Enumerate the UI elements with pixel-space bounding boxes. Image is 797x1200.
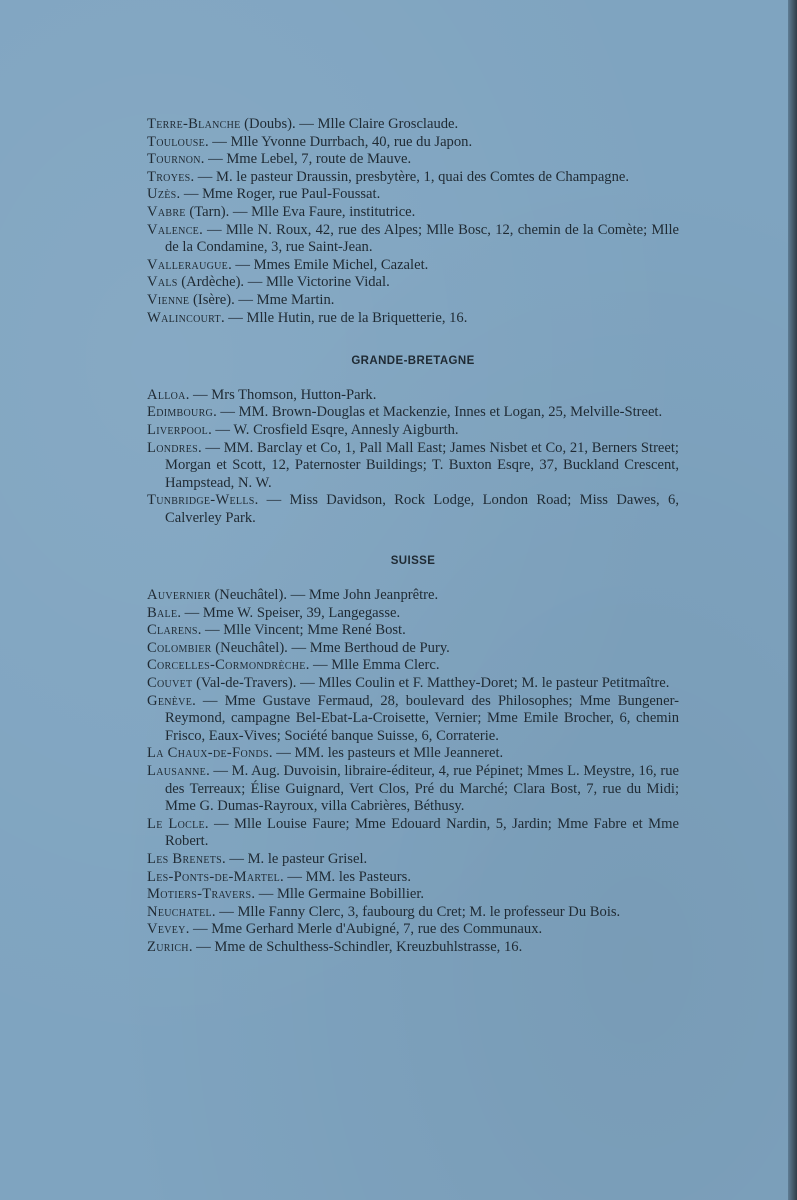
place-name: Colombier: [147, 639, 212, 656]
entry-text: . — Mme de Schulthess-Schindler, Kreuzbuhlstrasse, 16.: [188, 938, 523, 955]
address-entry: [147, 622, 679, 640]
place-name: Vabre: [147, 203, 186, 220]
place-name: Londres: [147, 439, 199, 456]
entry-text: . — Mrs Thomson, Hutton-Park.: [185, 386, 377, 403]
place-name: Neuchatel: [147, 903, 212, 920]
entry-text: . — M. le pasteur Grisel.: [222, 850, 368, 867]
entry-text: . — Mlle Emma Clerc.: [305, 657, 440, 674]
section-heading: GRANDE-BRETAGNE: [351, 355, 475, 368]
address-entry: [147, 387, 679, 405]
address-entry: [147, 675, 679, 693]
address-entry: [147, 640, 679, 658]
entry-text: . — Mlle Yvonne Durrbach, 40, rue du Japon.: [204, 133, 473, 150]
section: [147, 116, 679, 327]
place-name: Les-Ponts-de-Martel: [147, 868, 281, 885]
place-name: Toulouse: [147, 133, 205, 150]
section-heading: SUISSE: [390, 555, 436, 568]
address-entry: [147, 274, 679, 292]
place-name: Edimbourg: [147, 404, 214, 421]
address-entry: [147, 492, 679, 527]
entry-text: . — MM. Brown-Douglas et Mackenzie, Innes et Logan, 25, Melville-Street.: [213, 404, 663, 421]
address-entry: [147, 851, 679, 869]
place-name: Walincourt: [147, 309, 221, 326]
address-entry: [147, 605, 679, 623]
address-entry: [147, 440, 679, 493]
address-entry: [147, 116, 679, 134]
address-entry: [147, 186, 679, 204]
address-entry: [147, 693, 679, 746]
entry-text: . — Mlle N. Roux, 42, rue des Alpes; Mlle Bosc, 12, chemin de la Comète; Mlle de la Condamine, 3, rue Saint-Jean.: [165, 221, 679, 256]
address-entry: [147, 587, 679, 605]
entry-text: . — Miss Davidson, Rock Lodge, London Road; Miss Dawes, 6, Calverley Park.: [165, 492, 679, 526]
address-entry: [147, 869, 679, 887]
address-entry: [147, 939, 679, 957]
entry-text: (Neuchâtel). — Mme John Jeanprêtre.: [210, 587, 439, 604]
address-entry: [147, 745, 679, 763]
place-name: Couvet: [147, 675, 193, 692]
entry-text: (Val-de-Travers). — Mlles Coulin et F. Matthey-Doret; M. le pasteur Petitmaître.: [192, 675, 670, 692]
entry-text: . — M. Aug. Duvoisin, libraire-éditeur, 4, rue Pépinet; Mmes L. Meystre, 16, rue des Terreaux; Élise Guignard, Vert Clos, Pré du Marché; Clara Bost, 7, rue du Midi; Mme G. Dumas-Rayroux, villa Cabrières, Béthusy.: [165, 763, 679, 815]
entry-text: (Tarn). — Mlle Eva Faure, institutrice.: [185, 203, 416, 220]
place-name: Motiers-Travers: [147, 886, 252, 903]
entry-text: . — Mlle Vincent; Mme René Bost.: [197, 622, 406, 639]
place-name: Corcelles-Cormondrèche: [147, 657, 306, 674]
entry-text: . — MM. les pasteurs et Mlle Jeanneret.: [268, 745, 504, 762]
entry-text: . — Mme Gerhard Merle d'Aubigné, 7, rue des Communaux.: [185, 921, 543, 938]
address-entry: [147, 904, 679, 922]
place-name: La Chaux-de-Fonds: [147, 745, 269, 762]
address-entry: [147, 886, 679, 904]
entry-text: (Neuchâtel). — Mme Berthoud de Pury.: [211, 639, 450, 656]
entry-text: (Isère). — Mme Martin.: [189, 291, 335, 308]
address-entry: [147, 422, 679, 440]
address-entry: [147, 169, 679, 187]
entry-text: . — Mme Roger, rue Paul-Foussat.: [176, 186, 381, 203]
place-name: Valence: [147, 221, 200, 238]
place-name: Le Locle: [147, 815, 205, 832]
address-entry: [147, 816, 679, 851]
place-name: Valleraugue: [147, 256, 229, 273]
place-name: Terre-Blanche: [147, 116, 241, 132]
address-entry: [147, 657, 679, 675]
place-name: Vienne: [147, 291, 190, 308]
address-entry: [147, 222, 679, 257]
entry-text: . — M. le pasteur Draussin, presbytère, 1, quai des Comtes de Champagne.: [190, 168, 630, 185]
address-entry: [147, 151, 679, 169]
entry-text: (Doubs). — Mlle Claire Grosclaude.: [240, 116, 459, 132]
entry-text: . — MM. les Pasteurs.: [280, 868, 411, 885]
section: [147, 553, 679, 956]
entry-text: . — MM. Barclay et Co, 1, Pall Mall East; James Nisbet et Co, 21, Berners Street; Morgan et Scott, 12, Paternoster Buildings; T. Buxton Esqre, 37, Buckland Crescent, Hampstead, N. W.: [165, 439, 679, 491]
place-name: Lausanne: [147, 763, 207, 779]
entry-text: . — W. Crosfield Esqre, Annesly Aigburth.: [208, 421, 459, 438]
address-entry: [147, 404, 679, 422]
entry-text: . — Mlle Fanny Clerc, 3, faubourg du Cret; M. le professeur Du Bois.: [211, 903, 621, 920]
entry-text: . — Mme Lebel, 7, route de Mauve.: [200, 151, 412, 168]
entry-text: . — Mlle Hutin, rue de la Briquetterie, 16.: [220, 309, 468, 326]
place-name: Clarens: [147, 622, 198, 639]
place-name: Uzès: [147, 186, 177, 203]
section: [147, 353, 679, 527]
entry-text: . — Mlle Louise Faure; Mme Edouard Nardin, 5, Jardin; Mme Fabre et Mme Robert.: [165, 815, 679, 850]
address-entry: [147, 257, 679, 275]
place-name: Auvernier: [147, 587, 211, 604]
entry-text: . — Mme Gustave Fermaud, 28, boulevard des Philosophes; Mme Bungener-Reymond, campagne Bel-Ebat-La-Croisette, Vernier; Mme Emile Brocher, 6, chemin Frisco, Eaux-Vives; Société banque Suisse, 6, Corraterie.: [165, 692, 679, 744]
address-entry: [147, 292, 679, 310]
entry-text: . — Mlle Germaine Bobillier.: [251, 886, 425, 903]
address-entry: [147, 310, 679, 328]
address-entry: [147, 921, 679, 939]
address-entry: [147, 763, 679, 816]
entry-text: . — Mme W. Speiser, 39, Langegasse.: [177, 604, 401, 621]
place-name: Bale: [147, 604, 178, 621]
entry-text: (Ardèche). — Mlle Victorine Vidal.: [177, 274, 390, 291]
address-entry: [147, 204, 679, 222]
place-name: Tunbridge-Wells: [147, 492, 255, 509]
place-name: Vevey: [147, 921, 186, 938]
place-name: Alloa: [147, 386, 186, 403]
page-edge-shadow: [788, 0, 797, 1200]
place-name: Genève: [147, 692, 193, 709]
place-name: Vals: [147, 274, 178, 291]
place-name: Tournon: [147, 151, 201, 168]
place-name: Troyes: [147, 168, 191, 185]
place-name: Les Brenets: [147, 850, 223, 867]
place-name: Liverpool: [147, 421, 209, 438]
place-name: Zurich: [147, 938, 189, 955]
entry-text: . — Mmes Emile Michel, Cazalet.: [228, 256, 429, 273]
address-list: [147, 116, 679, 957]
address-entry: [147, 134, 679, 152]
